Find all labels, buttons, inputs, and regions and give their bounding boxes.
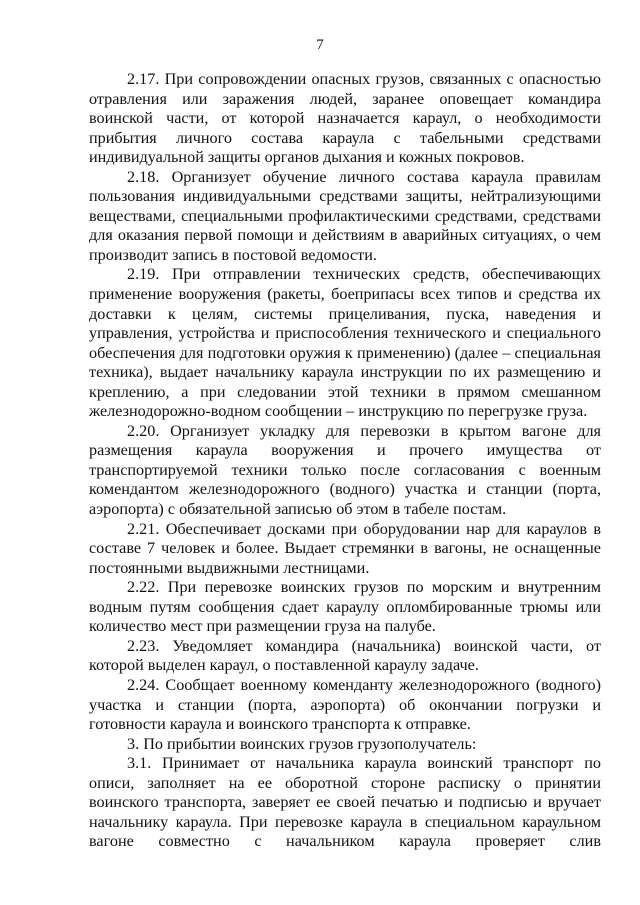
paragraph-2-21: 2.21. Обеспечивает досками при оборудовании нар для караулов в составе 7 человек и более. Выдает стремянки в вагоны, не оснащенные постоянными выдвижными лестницами. [89, 519, 601, 577]
document-body [89, 70, 601, 852]
paragraph-2-22: 2.22. При перевозке воинских грузов по морским и внутренним водным путям сообщения сдает караулу опломбированные трюмы или количество мест при размещении груза на палубе. [89, 578, 601, 636]
paragraph-3-1: 3.1. Принимает от начальника караула воинский транспорт по описи, заполняет на ее оборотной стороне расписку о принятии воинского транспорта, заверяет ее своей печатью и подписью и вручает начальнику караула. При перевозке караула в специальном караульном вагоне совместно с начальником караула проверяет слив [89, 754, 601, 851]
paragraph-3: 3. По прибытии воинских грузов грузополучатель: [127, 734, 477, 753]
page-number: 7 [316, 37, 324, 53]
paragraph-2-23: 2.23. Уведомляет командира (начальника) воинской части, от которой выделен караул, о поставленной караулу задаче. [89, 636, 601, 675]
paragraph-2-19: 2.19. При отправлении технических средств, обеспечивающих применение вооружения (ракеты, боеприпасы всех типов и средства их доставки к целям, системы прицеливания, пуска, наведения и управления, устройства и приспособления технического и специального обеспечения для подготовки оружия к применению) (далее – специальная техника), выдает начальнику караула инструкции по их размещению и креплению, а при следовании этой техники в прямом смешанном железнодорожно-водном сообщении – инструкцию по перегрузке груза. [89, 265, 601, 421]
paragraph-2-18: 2.18. Организует обучение личного состава караула правилам пользования индивидуальными средствами защиты, нейтрализующими веществами, специальными профилактическими средствами, средствами для оказания первой помощи и действиям в аварийных ситуациях, о чем производит запись в постовой ведомости. [89, 167, 601, 264]
paragraph-2-20: 2.20. Организует укладку для перевозки в крытом вагоне для размещения караула вооружения и прочего имущества от транспортируемой техники только после согласования с военным комендантом железнодорожного (водного) участка и станции (порта, аэропорта) с обязательной записью об этом в табеле постам. [89, 421, 601, 519]
paragraph-2-24: 2.24. Сообщает военному коменданту железнодорожного (водного) участка и станции (порта, аэропорта) об окончании погрузки и готовности караула и воинского транспорта к отправке. [89, 675, 601, 734]
paragraph-2-17: 2.17. При сопровождении опасных грузов, связанных с опасностью отравления или заражения людей, заранее оповещает командира воинской части, от которой назначается караул, о необходимости прибытия личного состава караула с табельными средствами индивидуальной защиты органов дыхания и кожных покровов. [89, 70, 601, 167]
